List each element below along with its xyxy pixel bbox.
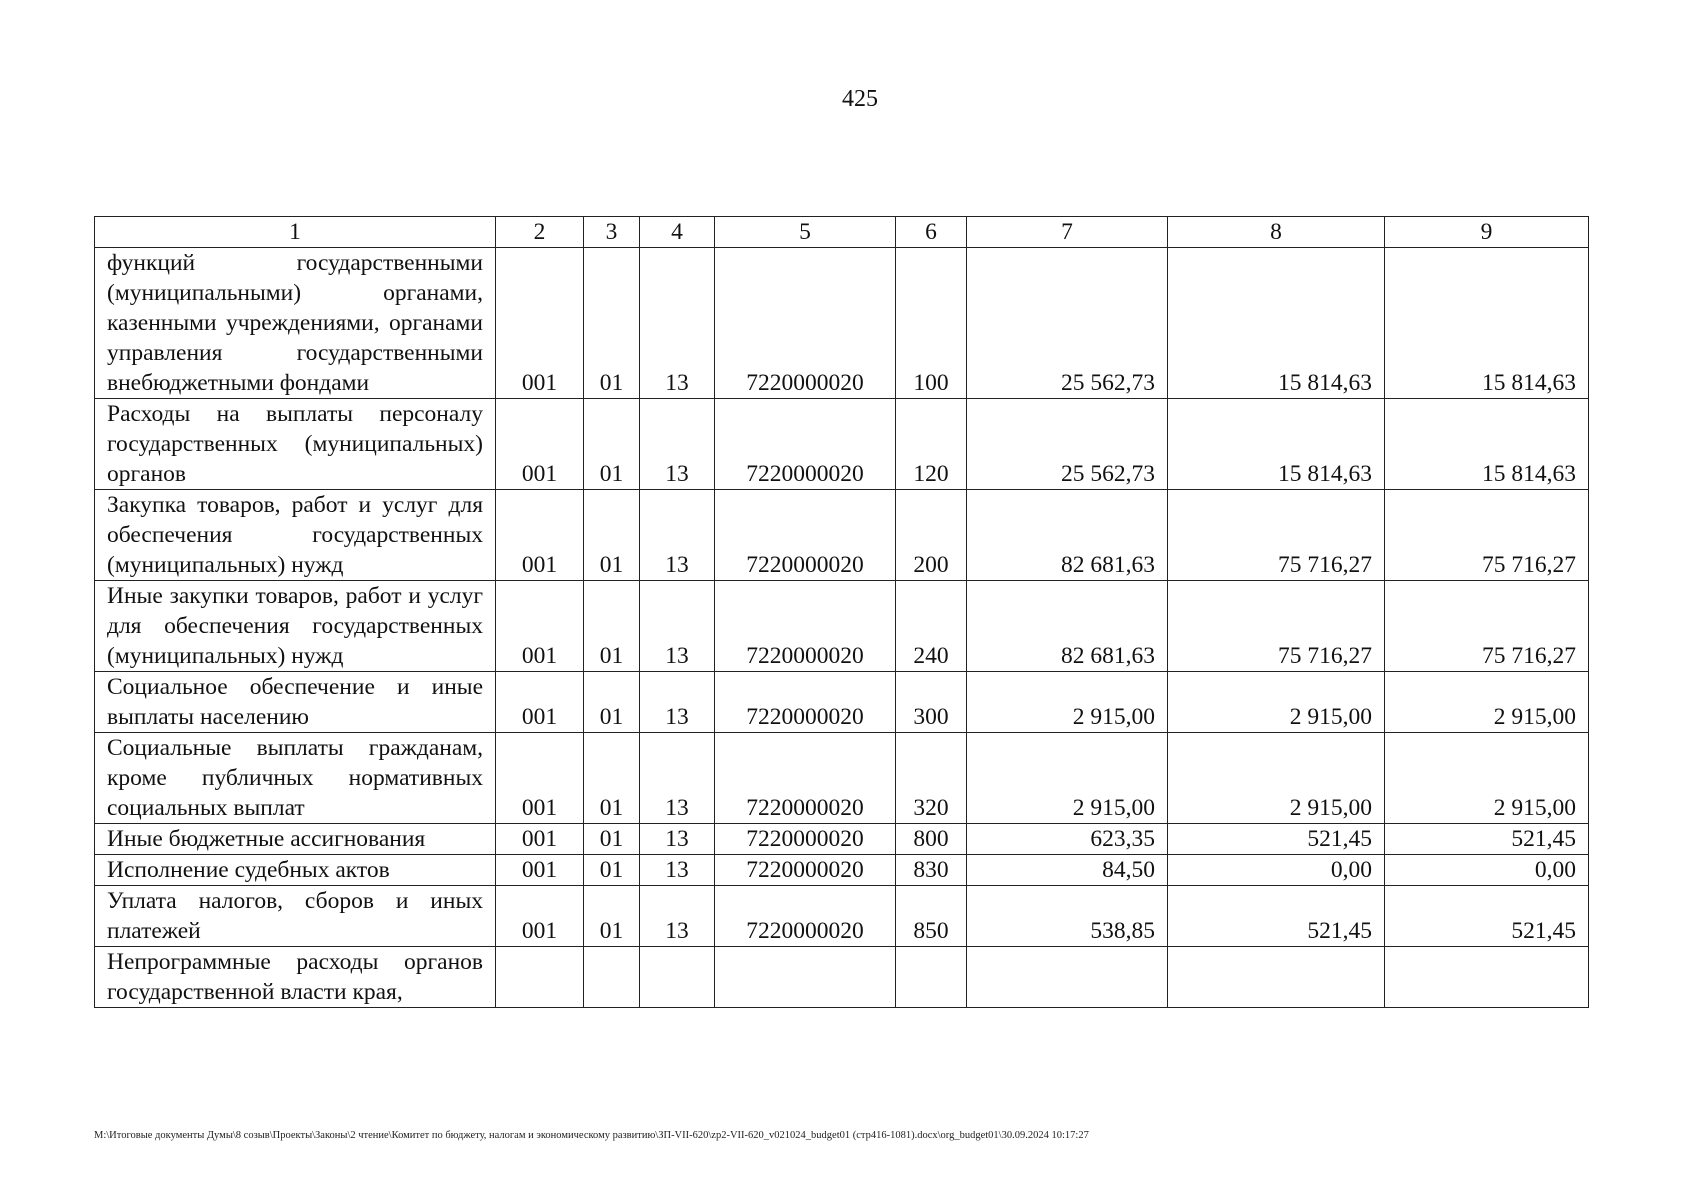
amount-col7-cell	[967, 947, 1168, 1008]
amount-col7-cell: 25 562,73	[967, 248, 1168, 399]
target-article-cell: 7220000020	[715, 855, 896, 886]
subsection-code-cell: 13	[640, 886, 715, 947]
table-row	[95, 248, 1589, 399]
amount-col9-cell: 75 716,27	[1385, 490, 1589, 581]
amount-col8-cell: 521,45	[1168, 886, 1385, 947]
column-header: 3	[584, 217, 640, 248]
expense-name-cell: Исполнение судебных актов	[95, 855, 496, 886]
target-article-cell: 7220000020	[715, 248, 896, 399]
ministry-code-cell: 001	[496, 672, 584, 733]
amount-col7-cell: 84,50	[967, 855, 1168, 886]
expense-type-cell: 240	[896, 581, 967, 672]
expense-type-cell: 800	[896, 824, 967, 855]
subsection-code-cell: 13	[640, 248, 715, 399]
ministry-code-cell: 001	[496, 490, 584, 581]
ministry-code-cell: 001	[496, 581, 584, 672]
expense-type-cell: 200	[896, 490, 967, 581]
table-row	[95, 947, 1589, 1008]
target-article-cell: 7220000020	[715, 490, 896, 581]
ministry-code-cell: 001	[496, 248, 584, 399]
amount-col9-cell: 521,45	[1385, 886, 1589, 947]
expense-name-cell: Расходы на выплаты персоналу государственных (муниципальных) органов	[95, 399, 496, 490]
section-code-cell	[584, 947, 640, 1008]
section-code-cell: 01	[584, 824, 640, 855]
target-article-cell: 7220000020	[715, 733, 896, 824]
expense-name-cell: Непрограммные расходы органов государственной власти края,	[95, 947, 496, 1008]
ministry-code-cell: 001	[496, 824, 584, 855]
target-article-cell: 7220000020	[715, 886, 896, 947]
amount-col9-cell: 521,45	[1385, 824, 1589, 855]
amount-col8-cell: 2 915,00	[1168, 733, 1385, 824]
subsection-code-cell: 13	[640, 672, 715, 733]
table-row	[95, 733, 1589, 824]
table-row	[95, 855, 1589, 886]
column-header: 9	[1385, 217, 1589, 248]
amount-col8-cell: 75 716,27	[1168, 490, 1385, 581]
target-article-cell: 7220000020	[715, 672, 896, 733]
expense-name-cell: Социальное обеспечение и иные выплаты населению	[95, 672, 496, 733]
budget-table-container	[94, 216, 1589, 1008]
amount-col9-cell: 75 716,27	[1385, 581, 1589, 672]
amount-col8-cell: 2 915,00	[1168, 672, 1385, 733]
column-header: 5	[715, 217, 896, 248]
section-code-cell: 01	[584, 733, 640, 824]
column-header: 8	[1168, 217, 1385, 248]
amount-col7-cell: 2 915,00	[967, 733, 1168, 824]
expense-type-cell: 830	[896, 855, 967, 886]
target-article-cell: 7220000020	[715, 581, 896, 672]
expense-name-cell: Уплата налогов, сборов и иных платежей	[95, 886, 496, 947]
section-code-cell: 01	[584, 672, 640, 733]
page-number: 425	[842, 86, 878, 112]
table-row	[95, 824, 1589, 855]
ministry-code-cell: 001	[496, 855, 584, 886]
section-code-cell: 01	[584, 490, 640, 581]
expense-type-cell	[896, 947, 967, 1008]
target-article-cell	[715, 947, 896, 1008]
amount-col9-cell: 15 814,63	[1385, 248, 1589, 399]
section-code-cell: 01	[584, 581, 640, 672]
table-row	[95, 399, 1589, 490]
subsection-code-cell: 13	[640, 399, 715, 490]
table-row	[95, 886, 1589, 947]
subsection-code-cell	[640, 947, 715, 1008]
ministry-code-cell	[496, 947, 584, 1008]
amount-col7-cell: 25 562,73	[967, 399, 1168, 490]
table-row	[95, 672, 1589, 733]
column-header: 1	[95, 217, 496, 248]
expense-type-cell: 320	[896, 733, 967, 824]
amount-col9-cell	[1385, 947, 1589, 1008]
expense-type-cell: 300	[896, 672, 967, 733]
subsection-code-cell: 13	[640, 824, 715, 855]
amount-col8-cell	[1168, 947, 1385, 1008]
column-header: 2	[496, 217, 584, 248]
amount-col8-cell: 15 814,63	[1168, 248, 1385, 399]
table-row	[95, 581, 1589, 672]
expense-type-cell: 100	[896, 248, 967, 399]
expense-type-cell: 120	[896, 399, 967, 490]
amount-col8-cell: 0,00	[1168, 855, 1385, 886]
ministry-code-cell: 001	[496, 399, 584, 490]
subsection-code-cell: 13	[640, 490, 715, 581]
expense-type-cell: 850	[896, 886, 967, 947]
section-code-cell: 01	[584, 248, 640, 399]
table-header-row	[95, 217, 1589, 248]
amount-col7-cell: 623,35	[967, 824, 1168, 855]
amount-col7-cell: 82 681,63	[967, 581, 1168, 672]
column-header: 6	[896, 217, 967, 248]
amount-col9-cell: 2 915,00	[1385, 733, 1589, 824]
section-code-cell: 01	[584, 886, 640, 947]
subsection-code-cell: 13	[640, 581, 715, 672]
document-file-path: M:\Итоговые документы Думы\8 созыв\Проекты\Законы\2 чтение\Комитет по бюджету, налогам и экономическому развитию\ЗП-VII-620\zp2-VII-620_v021024_budget01 (стр416-1081).docx\org_budget01\30.09.2024 10:17:27	[94, 1130, 1089, 1141]
expense-name-cell: Иные закупки товаров, работ и услуг для обеспечения государственных (муниципальных) нужд	[95, 581, 496, 672]
expense-name-cell: Иные бюджетные ассигнования	[95, 824, 496, 855]
table-row	[95, 490, 1589, 581]
expense-name-cell: Социальные выплаты гражданам, кроме публичных нормативных социальных выплат	[95, 733, 496, 824]
subsection-code-cell: 13	[640, 855, 715, 886]
target-article-cell: 7220000020	[715, 399, 896, 490]
amount-col8-cell: 75 716,27	[1168, 581, 1385, 672]
column-header: 4	[640, 217, 715, 248]
amount-col8-cell: 521,45	[1168, 824, 1385, 855]
column-header: 7	[967, 217, 1168, 248]
target-article-cell: 7220000020	[715, 824, 896, 855]
expense-name-cell: функций государственными (муниципальными) органами, казенными учреждениями, органами управления государственными внебюджетными фондами	[95, 248, 496, 399]
section-code-cell: 01	[584, 399, 640, 490]
amount-col9-cell: 15 814,63	[1385, 399, 1589, 490]
ministry-code-cell: 001	[496, 886, 584, 947]
amount-col9-cell: 0,00	[1385, 855, 1589, 886]
amount-col7-cell: 538,85	[967, 886, 1168, 947]
amount-col8-cell: 15 814,63	[1168, 399, 1385, 490]
subsection-code-cell: 13	[640, 733, 715, 824]
ministry-code-cell: 001	[496, 733, 584, 824]
expense-name-cell: Закупка товаров, работ и услуг для обеспечения государственных (муниципальных) нужд	[95, 490, 496, 581]
budget-table	[94, 216, 1589, 1008]
section-code-cell: 01	[584, 855, 640, 886]
amount-col9-cell: 2 915,00	[1385, 672, 1589, 733]
amount-col7-cell: 82 681,63	[967, 490, 1168, 581]
amount-col7-cell: 2 915,00	[967, 672, 1168, 733]
